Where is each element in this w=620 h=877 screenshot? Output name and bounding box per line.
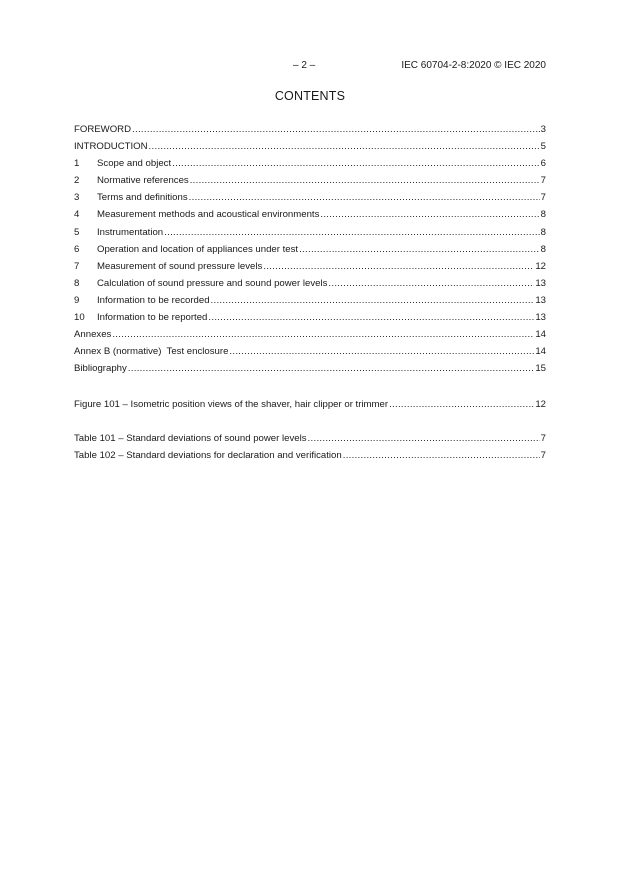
- toc-label: Table 101 – Standard deviations of sound power levels: [74, 433, 307, 444]
- toc-row-7[interactable]: [74, 258, 546, 275]
- toc-label: INTRODUCTION: [74, 141, 148, 153]
- toc-label: Normative references: [97, 175, 189, 187]
- toc-number: 7: [74, 260, 80, 272]
- toc-row-bibliography[interactable]: [74, 360, 546, 377]
- toc-label: Scope and object: [97, 158, 172, 170]
- toc-row-8[interactable]: [74, 275, 546, 292]
- toc-row-10[interactable]: [74, 309, 546, 326]
- toc-number: 1: [74, 158, 80, 170]
- toc-page: 3: [540, 124, 546, 135]
- toc-page: 8: [540, 226, 546, 238]
- toc-row-5[interactable]: [74, 224, 546, 241]
- toc-label: Annex B (normative): [74, 346, 162, 358]
- toc-label: Information to be recorded: [97, 294, 210, 306]
- toc-row-introduction[interactable]: [74, 138, 546, 155]
- toc-row-table-102[interactable]: [74, 447, 546, 464]
- toc-label: Operation and location of appliances under test: [97, 243, 299, 255]
- toc-page: 7: [540, 192, 546, 204]
- page-header: [0, 60, 620, 74]
- toc-page: 7: [540, 433, 546, 444]
- toc-label: Instrumentation: [97, 226, 164, 238]
- toc-row-annexes[interactable]: [74, 326, 546, 343]
- toc-label: Table 102 – Standard deviations for declaration and verification: [74, 450, 342, 462]
- toc-label: Measurement of sound pressure levels: [97, 260, 263, 272]
- toc-row-figure-101[interactable]: [74, 396, 546, 413]
- page-number: – 2 –: [293, 60, 316, 71]
- toc-label: Terms and definitions: [97, 192, 188, 204]
- toc-page: 5: [540, 141, 546, 153]
- toc-page: 12: [535, 399, 546, 410]
- toc-number: 2: [74, 175, 80, 187]
- toc-page: 8: [540, 209, 546, 221]
- toc-label: Figure 101 – Isometric position views of the shaver, hair clipper or trimmer: [74, 399, 389, 410]
- toc-page: 14: [535, 329, 546, 341]
- document-id: IEC 60704-2-8:2020 © IEC 2020: [401, 60, 546, 71]
- toc-row-table-101[interactable]: [74, 430, 546, 447]
- toc-number: 3: [74, 192, 80, 204]
- toc-number: 4: [74, 209, 80, 221]
- toc-page: 13: [535, 277, 546, 289]
- toc-label: Information to be reported: [97, 312, 208, 324]
- toc-label: Bibliography: [74, 363, 127, 375]
- toc-page: 12: [535, 260, 546, 272]
- toc-number: 5: [74, 226, 80, 238]
- toc-label: Calculation of sound pressure and sound power levels: [97, 277, 328, 289]
- toc-number: 10: [74, 312, 85, 324]
- toc-page: 13: [535, 312, 546, 324]
- toc-main: [74, 121, 546, 377]
- toc-number: 9: [74, 294, 80, 306]
- toc-figures: [74, 396, 546, 413]
- toc-row-6[interactable]: [74, 241, 546, 258]
- toc-row-1[interactable]: [74, 155, 546, 172]
- toc-label: FOREWORD: [74, 124, 132, 135]
- toc-row-2[interactable]: [74, 172, 546, 189]
- toc-number: 8: [74, 277, 80, 289]
- toc-page: 8: [540, 243, 546, 255]
- toc-page: 14: [535, 346, 546, 358]
- toc-label-title: Test enclosure: [166, 346, 229, 358]
- toc-row-3[interactable]: [74, 189, 546, 206]
- toc-number: 6: [74, 243, 80, 255]
- toc-row-4[interactable]: [74, 206, 546, 223]
- toc-label: Annexes: [74, 329, 112, 341]
- toc-page: 7: [540, 175, 546, 187]
- toc-page: 15: [535, 363, 546, 375]
- toc-row-annex-b[interactable]: [74, 343, 546, 360]
- toc-tables: [74, 430, 546, 464]
- toc-row-foreword[interactable]: [74, 121, 546, 138]
- toc-label: Measurement methods and acoustical environments: [97, 209, 320, 221]
- toc-page: 6: [540, 158, 546, 170]
- toc-row-9[interactable]: [74, 292, 546, 309]
- toc-page: 13: [535, 294, 546, 306]
- toc-page: 7: [540, 450, 546, 462]
- contents-title: CONTENTS: [274, 89, 346, 103]
